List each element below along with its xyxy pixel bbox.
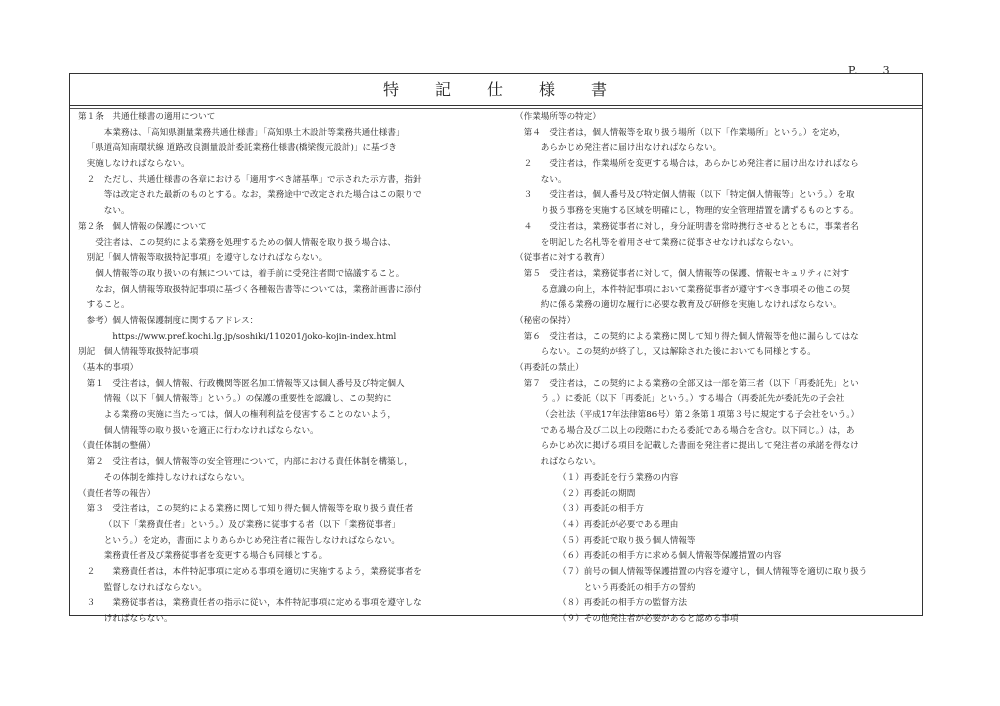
right-column-line: ３ 受注者は，個人番号及び特定個人情報（以下「特定個人情報等」という。）を取 <box>523 190 855 201</box>
right-column-line: （２）再委託の期間 <box>558 488 636 499</box>
right-column-line: （秘密の保持） <box>515 315 576 326</box>
left-column-line: すること。 <box>86 300 130 311</box>
right-column-line: 第５ 受注者は，業務従事者に対して，個人情報等の保護、情報セキュリティに対す <box>523 268 850 279</box>
right-column-line: （６）再委託の相手方に求める個人情報等保護措置の内容 <box>558 551 782 562</box>
right-column-line: ればならない。 <box>540 457 601 468</box>
right-column-line: （７）前号の個人情報等保護措置の内容を遵守し，個人情報等を適切に取り扱う <box>558 566 868 577</box>
right-column-line: 第７ 受注者は，この契約による業務の全部又は一部を第三者（以下「再委託先」とい <box>523 378 859 389</box>
right-column-line: ２ 受注者は，作業場所を変更する場合は，あらかじめ発注者に届け出なければなら <box>523 159 859 170</box>
left-column-line: 情報（以下「個人情報等」という。）の保護の重要性を認識し、この契約に <box>103 394 392 405</box>
right-column-line: らない。この契約が終了し，又は解除された後においても同様とする。 <box>540 347 816 358</box>
right-column-line: り扱う事務を実施する区域を明確にし，物理的安全管理措置を講ずるものとする。 <box>540 206 859 217</box>
left-column-line: 別記「個人情報等取扱特記事項」を遵守しなければならない。 <box>86 253 328 264</box>
right-column-line: （４）再委託が必要である理由 <box>558 519 679 530</box>
right-column-line: ４ 受注者は，業務従事者に対し，身分証明書を常時携行させるとともに，事業者名 <box>523 221 859 232</box>
left-column-line: 別記 個人情報等取扱特記事項 <box>78 347 199 358</box>
left-column-line: その体制を維持しなければならない。 <box>103 472 250 483</box>
right-column-line: （会社法（平成17年法律第86号）第２条第１項第３号に規定する子会社をいう。） <box>540 410 860 421</box>
right-column-line: あらかじめ発注者に届け出なければならない。 <box>540 143 722 154</box>
left-column-line: 第１条 共通仕様書の適用について <box>78 112 216 122</box>
right-column-line: （８）再委託の相手方の監督方法 <box>558 598 687 609</box>
right-column-line: ない。 <box>540 174 567 185</box>
left-column-line: ない。 <box>103 206 130 217</box>
right-column-line: （９）その他発注者が必要があると認める事項 <box>558 614 739 624</box>
left-column-line: 等は改定された最新のものとする。なお，業務途中で改定された場合はこの限りで <box>103 190 422 201</box>
right-column-line: る意識の向上，本件特記事項において業務従事者が遵守すべき事項その他この契 <box>540 284 851 295</box>
right-column-line: （作業場所等の特定） <box>515 112 601 122</box>
right-column-line: （再委託の禁止） <box>515 363 584 373</box>
left-column-line: という。）を定め，書面によりあらかじめ発注者に報告しなければならない。 <box>103 535 400 546</box>
left-column-line: 第３ 受注者は，この契約による業務に関して知り得た個人情報等を取り扱う責任者 <box>86 504 414 515</box>
right-column-line: という再委託の相手方の誓約 <box>583 582 696 593</box>
left-column-line: 個人情報等の取り扱いを適正に行わなければならない。 <box>103 425 319 436</box>
right-column-line: である場合及び二以上の段階にわたる委託である場合を含む。以下同じ。）は，あ <box>540 425 855 436</box>
left-column-line: （以下「業務責任者」という。）及び業務に従事する者（以下「業務従事者」 <box>103 519 401 530</box>
left-column-line: 本業務は、「高知県測量業務共通仕様書」「高知県土木設計等業務共通仕様書」 <box>103 127 405 138</box>
right-column-line: 約に係る業務の適切な履行に必要な教育及び研修を実施しなければならない。 <box>540 300 842 311</box>
left-column-line: 第１ 受注者は，個人情報、行政機関等匿名加工情報等又は個人番号及び特定個人 <box>86 378 405 389</box>
left-column-line: 監督しなければならない。 <box>103 582 207 593</box>
left-column-line: （責任体制の整備） <box>78 441 156 452</box>
left-column-line: 「県道高知南環状線 道路改良測量設計委託業務仕様書(橋梁復元設計)」に基づき <box>86 143 397 154</box>
left-column-line: ３ 業務従事者は，業務責任者の指示に従い，本件特記事項に定める事項を遵守しな <box>86 598 422 609</box>
title-row <box>70 74 922 106</box>
left-column-line: 個人情報等の取り扱いの有無については，着手前に受発注者間で協議すること。 <box>95 268 405 279</box>
right-column-line: 第６ 受注者は，この契約による業務に関して知り得た個人情報等を他に漏らしてはな <box>523 331 859 342</box>
left-column-line: 業務責任者及び業務従事者を変更する場合も同様とする。 <box>103 551 328 562</box>
right-column-line: （３）再委託の相手方 <box>558 504 644 515</box>
left-column-line: ２ 業務責任者は，本件特記事項に定める事項を適切に実施するよう，業務従事者を <box>86 566 422 577</box>
right-column-line: らかじめ次に掲げる項目を記載した書面を発注者に提出して発注者の承諾を得なけ <box>540 441 859 452</box>
page-number: P. 3 <box>848 64 891 77</box>
left-column-line: （基本的事項） <box>78 363 139 373</box>
right-column-line: （１）再委託を行う業務の内容 <box>558 472 679 483</box>
left-column-line: ２ ただし、共通仕様書の各章における「適用すべき諸基準」で示された示方書，指針 <box>86 174 422 185</box>
right-column-line: （５）再委託で取り扱う個人情報等 <box>558 535 696 546</box>
spec-frame <box>69 73 923 624</box>
right-column-line: を明記した名札等を着用させて業務に従事させなければならない。 <box>540 237 799 248</box>
left-column-line: よる業務の実施に当たっては，個人の権利利益を侵害することのないよう， <box>103 410 396 421</box>
right-column-line: 第４ 受注者は，個人情報等を取り扱う場所（以下「作業場所」という。）を定め， <box>523 127 846 138</box>
left-column-line: 参考）個人情報保護制度に関するアドレス： <box>86 315 259 326</box>
left-column-line: 第２条 個人情報の保護について <box>78 221 207 232</box>
document-title: 特 記 仕 様 書 <box>382 80 617 99</box>
left-column-line: なお，個人情報等取扱特記事項に基づく各種報告書等については，業務計画書に添付 <box>95 284 422 295</box>
left-column-line: https://www.pref.kochi.lg.jp/soshiki/110201/joko-kojin-index.html <box>112 331 397 342</box>
left-column-line: 第２ 受注者は，個人情報等の安全管理について，内部における責任体制を構築し， <box>86 457 413 468</box>
right-column-line: （従事者に対する教育） <box>515 253 610 264</box>
left-column-line: ければならない。 <box>103 614 173 624</box>
left-column-line: 受注者は、この契約による業務を処理するための個人情報を取り扱う場合は、 <box>95 237 396 248</box>
right-column <box>515 110 917 628</box>
left-column-line: （責任者等の報告） <box>78 488 156 499</box>
left-column-line: 実施しなければならない。 <box>86 159 190 170</box>
title-divider <box>70 108 922 109</box>
right-column-line: う 。）に委託（以下「再委託」という。）する場合（再委託先が委託先の子会社 <box>540 394 845 405</box>
left-column <box>78 110 498 628</box>
